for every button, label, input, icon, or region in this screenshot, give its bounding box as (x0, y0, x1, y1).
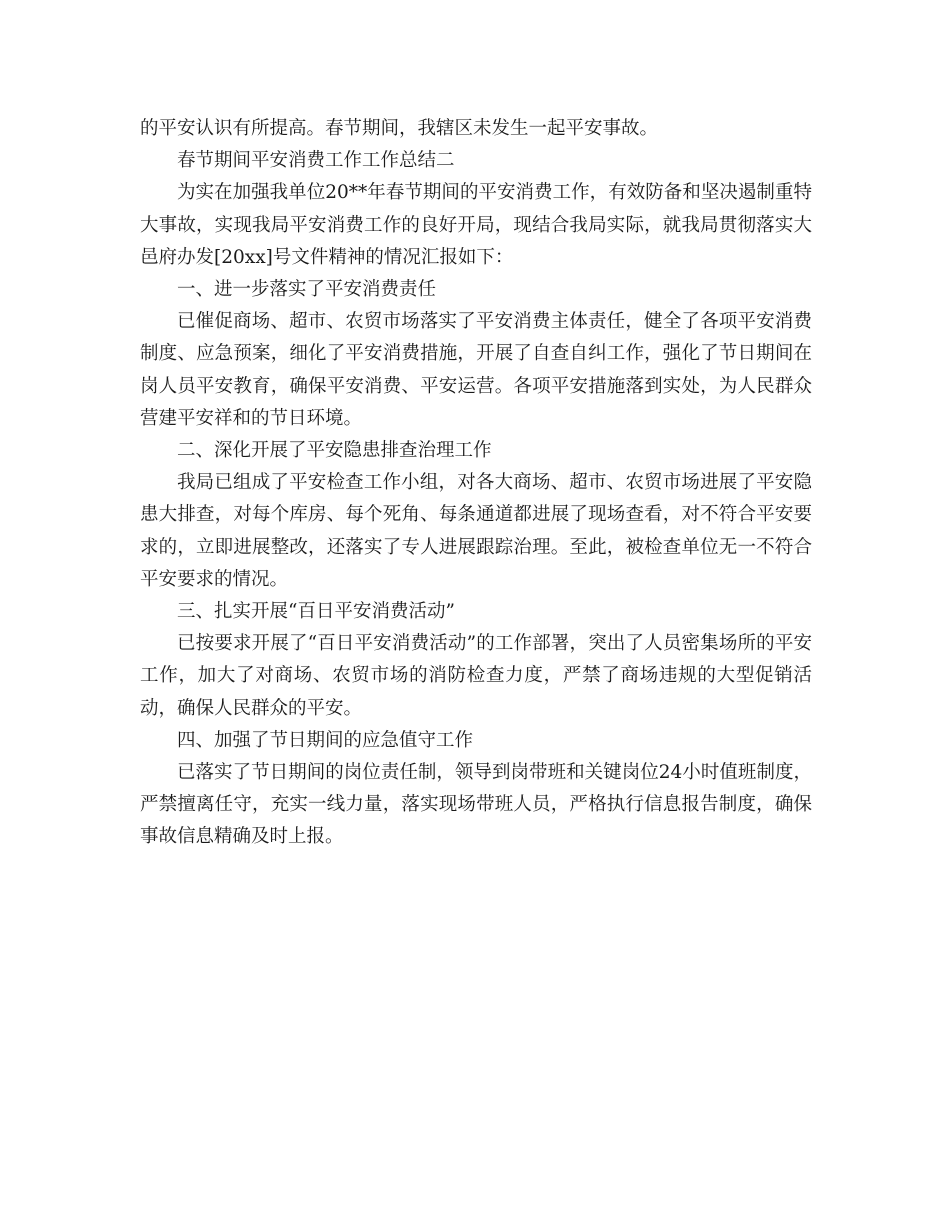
section-title: 春节期间平安消费工作工作总结二 (177, 150, 455, 172)
intro-paragraph: 为实在加强我单位20**年春节期间的平安消费工作，有效防备和坚决遏制重特大事故，实现我局平安消费工作的良好开局，现结合我局实际，就我局贯彻落实大邑府办发[20xx]号文件精神的情况汇报如下： (140, 182, 812, 268)
body-paragraph-1: 已催促商场、超市、农贸市场落实了平安消费主体责任，健全了各项平安消费制度、应急预案，细化了平安消费措施，开展了自查自纠工作，强化了节日期间在岗人员平安教育，确保平安消费、平安运营。各项平安措施落到实处，为人民群众营建平安祥和的节日环境。 (140, 311, 812, 429)
heading-4: 四、加强了节日期间的应急值守工作 (177, 729, 474, 751)
heading-3: 三、扎实开展“百日平安消费活动” (177, 601, 455, 623)
continuation-paragraph: 的平安认识有所提高。春节期间，我辖区未发生一起平安事故。 (140, 118, 659, 139)
body-paragraph-4: 已落实了节日期间的岗位责任制，领导到岗带班和关键岗位24小时值班制度，严禁擅离任守，充实一线力量，落实现场带班人员，严格执行信息报告制度，确保事故信息精确及时上报。 (140, 762, 812, 848)
heading-2: 二、深化开展了平安隐患排查治理工作 (177, 440, 492, 462)
document-body (140, 113, 812, 854)
body-paragraph-2: 我局已组成了平安检查工作小组，对各大商场、超市、农贸市场进展了平安隐患大排查，对每个库房、每个死角、每条通道都进展了现场查看，对不符合平安要求的，立即进展整改，还落实了专人进展跟踪治理。至此，被检查单位无一不符合平安要求的情况。 (140, 472, 812, 590)
heading-1: 一、进一步落实了平安消费责任 (177, 279, 437, 301)
body-paragraph-3: 已按要求开展了“百日平安消费活动”的工作部署，突出了人员密集场所的平安工作，加大了对商场、农贸市场的消防检查力度，严禁了商场违规的大型促销活动，确保人民群众的平安。 (140, 633, 812, 719)
